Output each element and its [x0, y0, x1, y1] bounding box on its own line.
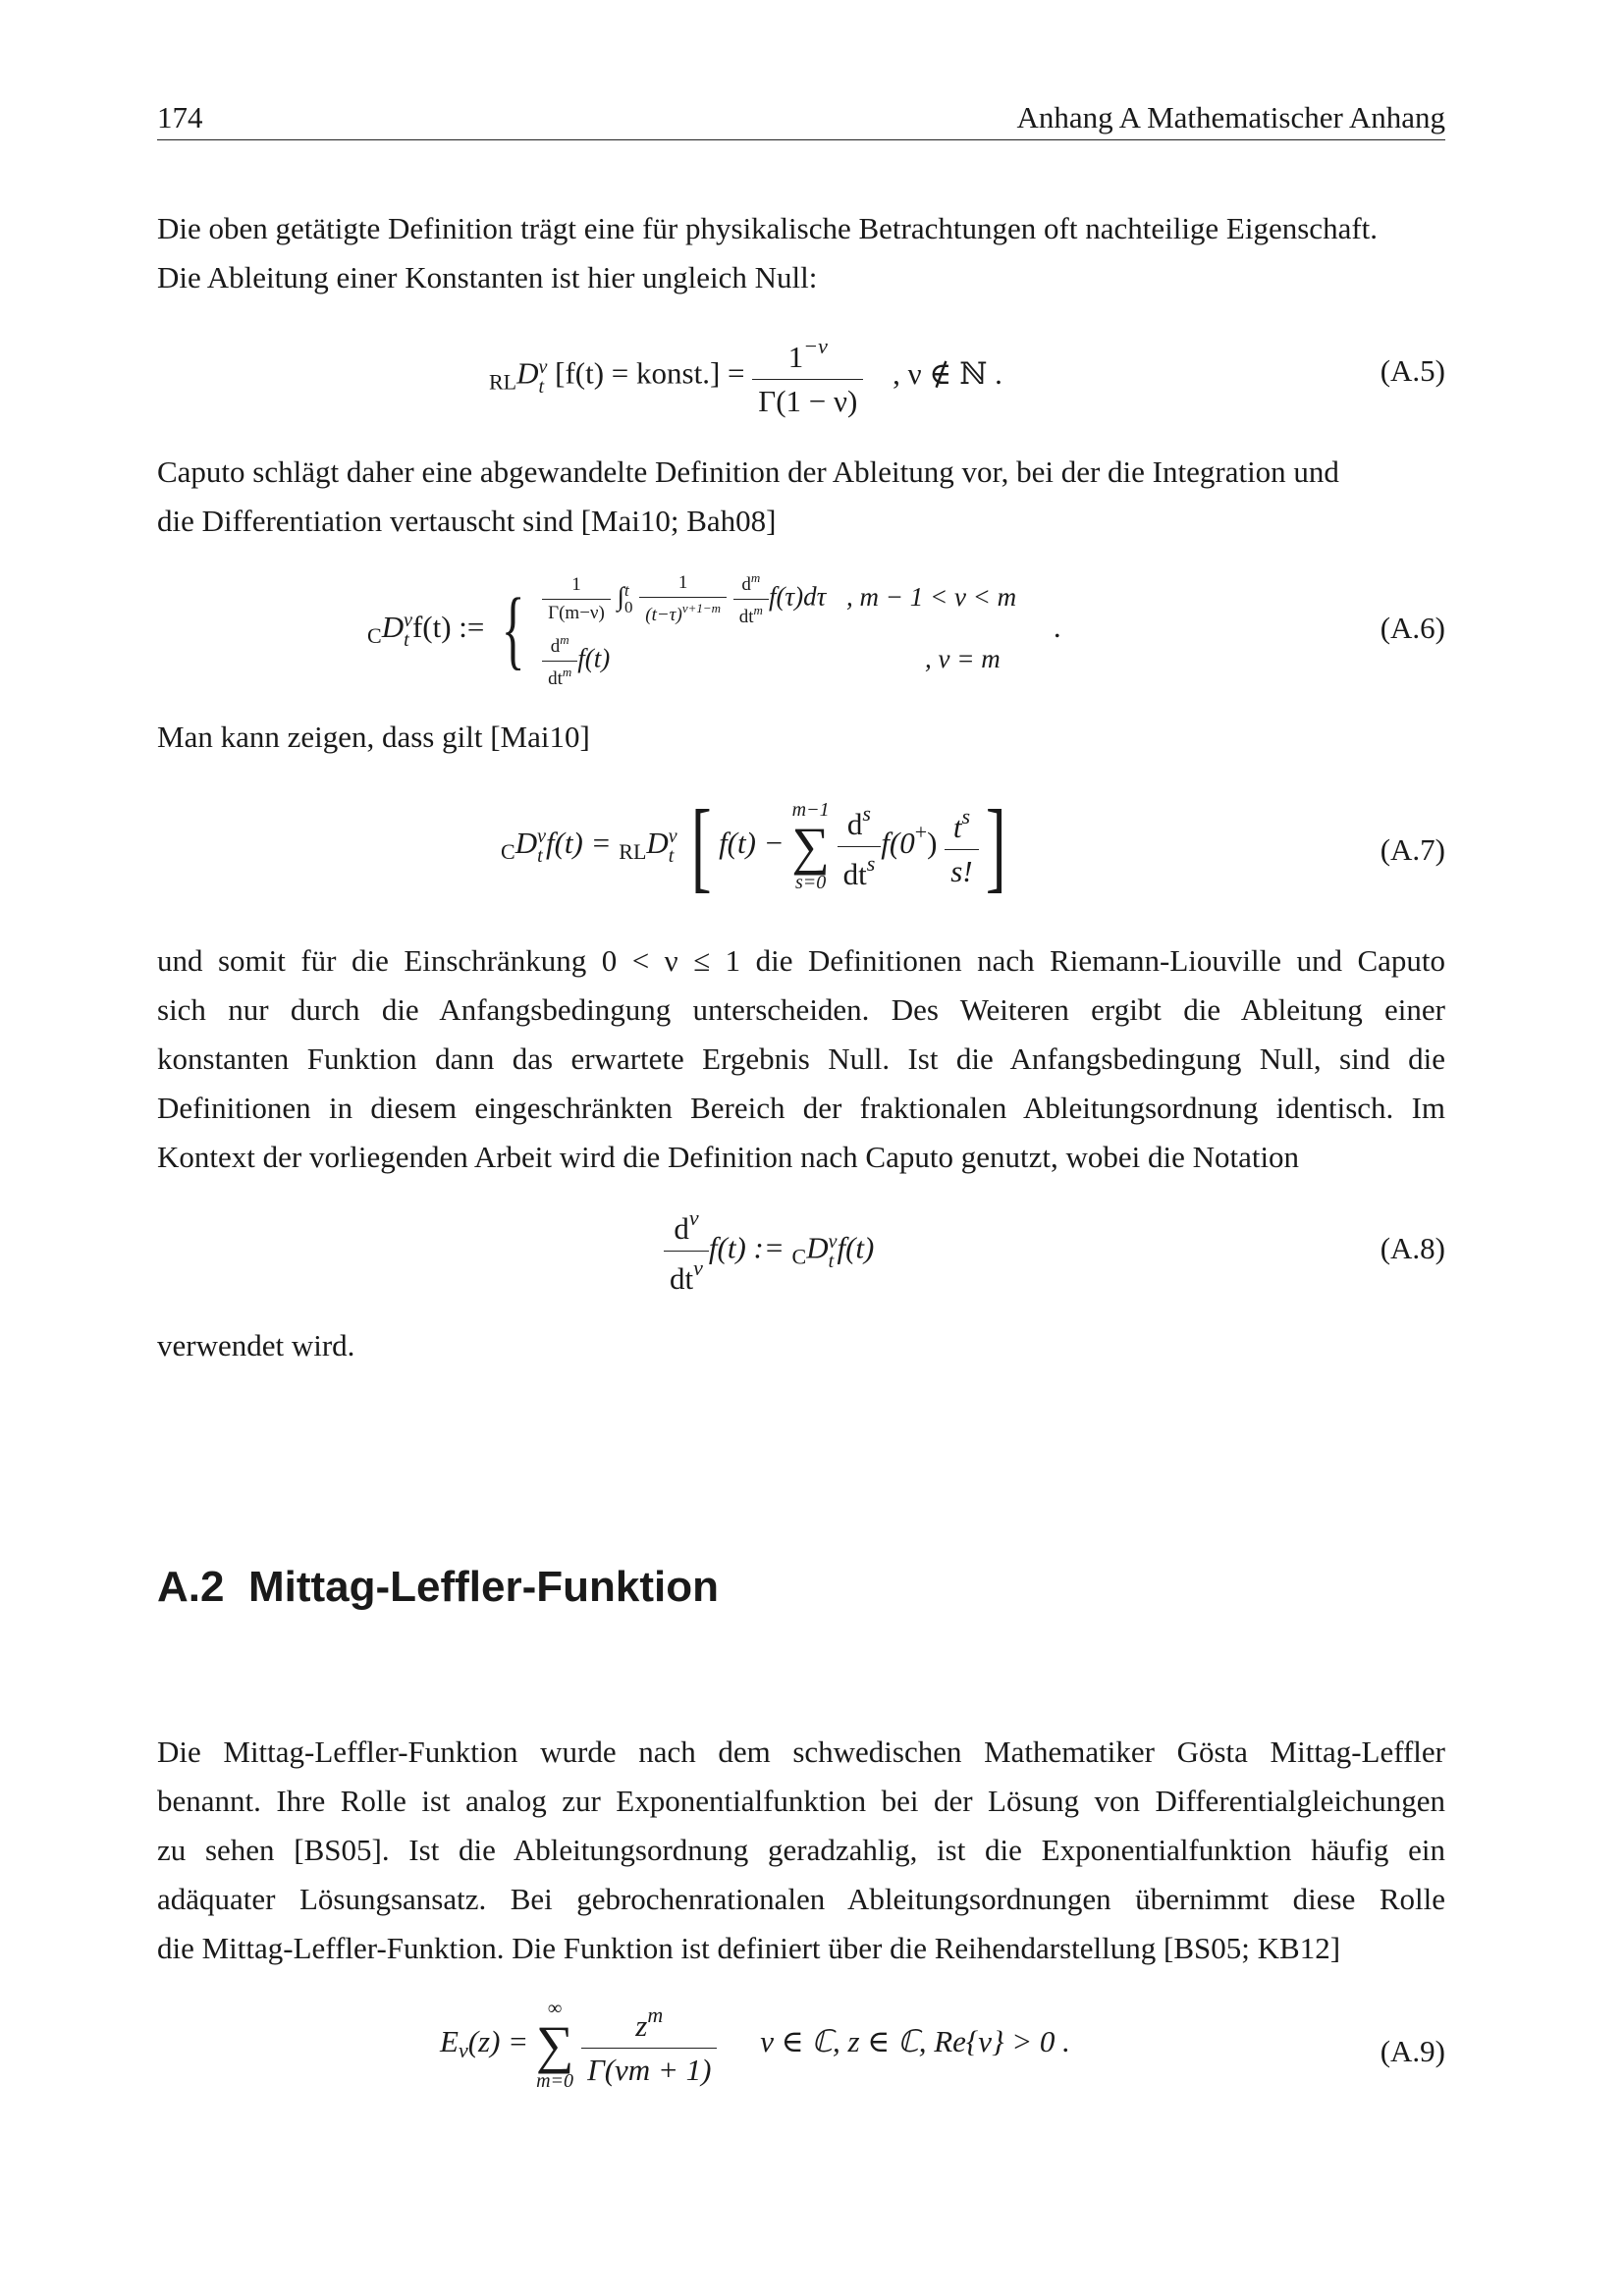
eq-text: m	[647, 2002, 664, 2027]
eq-text: ν	[538, 355, 548, 378]
section-title: Mittag-Leffler-Funktion	[247, 1563, 719, 1611]
summation: m−1 ∑ s=0	[791, 799, 830, 893]
eq-text: −ν	[803, 334, 828, 358]
eq-text: d	[550, 635, 561, 657]
eq-text: dt	[548, 667, 563, 689]
eq-text: m=0	[536, 2070, 574, 2092]
text-line: die Mittag-Leffler-Funktion. Die Funktion ist definiert über die Reihendarstellung [BS05; KB12]	[157, 1931, 1341, 1965]
eq-text: f(t) :=	[411, 609, 485, 644]
paragraph-4	[157, 936, 1445, 1182]
paragraph-3	[157, 713, 1445, 762]
eq-text: 0	[624, 598, 633, 617]
eq-text: ν ∈ ℂ, z ∈ ℂ, Re{ν} > 0 .	[760, 2024, 1070, 2059]
right-bracket: ]	[985, 789, 1006, 902]
paragraph-2	[157, 448, 1445, 546]
paragraph-1	[157, 204, 1445, 302]
eq-text: 1	[787, 340, 804, 374]
page-number: 174	[157, 100, 203, 134]
eq-text: d	[846, 806, 863, 841]
eq-text: t	[624, 581, 629, 601]
section-heading	[157, 1563, 719, 1612]
text-line: Caputo schlägt daher eine abgewandelte Definition der Ableitung vor, bei der die Integration und	[157, 454, 1339, 489]
eq-text: t	[537, 845, 543, 867]
fraction	[581, 2002, 717, 2088]
text-line: zu sehen [BS05]. Ist die Ableitungsordnung geradzahlig, ist die Exponentialfunktion häufig ein	[157, 1833, 1445, 1867]
eq-text: ∫	[617, 581, 624, 612]
text-line: benannt. Ihre Rolle ist analog zur Exponentialfunktion bei der Lösung von Differentialgleichungen	[157, 1784, 1445, 1818]
eq-text: D	[646, 826, 669, 861]
equation-label: (A.7)	[1380, 832, 1445, 867]
eq-text: D	[381, 609, 405, 644]
running-head: Anhang A Mathematischer Anhang	[1016, 100, 1445, 134]
fraction	[945, 804, 978, 889]
eq-text: Γ(1 − ν)	[758, 384, 858, 418]
eq-text: 1	[542, 575, 611, 600]
eq-text: d	[674, 1211, 689, 1246]
fraction	[752, 334, 863, 419]
eq-text: f(t) =	[545, 826, 612, 861]
fraction	[838, 801, 882, 892]
eq-text: f(τ)dτ	[768, 581, 827, 612]
fraction	[664, 1205, 709, 1297]
eq-text: ∞	[547, 1998, 563, 2019]
eq-text: ν	[404, 609, 412, 631]
eq-text: D	[514, 826, 538, 861]
section-number: A.2	[157, 1563, 225, 1611]
paragraph-6	[157, 1728, 1445, 1973]
eq-text: .	[1053, 609, 1061, 644]
eq-text: [f(t) = konst.] =	[555, 355, 745, 391]
text-line: Man kann zeigen, dass gilt [Mai10]	[157, 720, 590, 754]
eq-text: )	[927, 826, 938, 861]
equation-a6	[367, 571, 1061, 689]
eq-text: m	[753, 602, 763, 617]
eq-text: ν+1−m	[681, 600, 722, 615]
eq-text: RL	[619, 839, 647, 865]
eq-text: f(t) :=	[708, 1230, 785, 1265]
eq-text: t	[828, 1250, 835, 1272]
eq-text: s!	[950, 853, 973, 888]
eq-text: D	[516, 355, 539, 391]
text-line: verwendet wird.	[157, 1328, 355, 1362]
eq-text: C	[791, 1244, 807, 1269]
text-line: Definitionen in diesem eingeschränkten Bereich der fraktionalen Ableitungsordnung identisch. Im	[157, 1091, 1445, 1125]
eq-text: dt	[842, 856, 867, 891]
eq-text: dt	[738, 606, 754, 627]
equation-label: (A.5)	[1380, 353, 1445, 388]
eq-text: , m − 1 < ν < m	[846, 581, 1017, 612]
eq-text: Γ(m−ν)	[548, 602, 605, 623]
eq-text: ν	[693, 1255, 703, 1280]
text-line: Kontext der vorliegenden Arbeit wird die Definition nach Caputo genutzt, wobei die Notation	[157, 1140, 1300, 1174]
eq-text: s	[961, 803, 971, 828]
equation-label: (A.9)	[1380, 2034, 1445, 2068]
eq-text: ν	[537, 826, 546, 847]
eq-text: C	[367, 622, 382, 648]
eq-text: z	[635, 2007, 648, 2043]
eq-text: t	[952, 809, 962, 844]
text-line: Die Ableitung einer Konstanten ist hier ungleich Null:	[157, 260, 818, 294]
eq-text: ν	[688, 1205, 699, 1230]
eq-text: 1	[639, 573, 727, 598]
eq-text: Γ(νm + 1)	[587, 2052, 712, 2087]
text-line: adäquater Lösungsansatz. Bei gebrochenrationalen Ableitungsordnungen übernimmt diese Rolle	[157, 1882, 1445, 1916]
equation-a5	[489, 334, 1002, 419]
text-line: die Differentiation vertauscht sind [Mai10; Bah08]	[157, 504, 777, 538]
eq-text: dt	[670, 1261, 694, 1296]
eq-text: s=0	[794, 872, 827, 893]
text-line: Die oben getätigte Definition trägt eine für physikalische Betrachtungen oft nachteilige Eigenschaft.	[157, 211, 1379, 245]
eq-text: f(t)	[577, 643, 611, 673]
eq-text: RL	[489, 369, 517, 395]
equation-a9	[440, 1999, 1070, 2091]
equation-label: (A.8)	[1380, 1231, 1445, 1265]
text-line: sich nur durch die Anfangsbedingung unterscheiden. Des Weiteren ergibt die Ableitung einer	[157, 992, 1445, 1027]
eq-text: D	[806, 1230, 829, 1265]
eq-text: m	[562, 664, 572, 679]
text-line: und somit für die Einschränkung 0 < ν ≤ 1 die Definitionen nach Riemann-Liouville und Caputo	[157, 943, 1445, 978]
eq-text: ν	[668, 826, 677, 847]
eq-text: t	[668, 845, 675, 867]
eq-text: f(t) −	[719, 826, 785, 861]
eq-text: s	[866, 850, 876, 876]
equation-a8	[664, 1205, 874, 1297]
eq-text: C	[501, 839, 515, 865]
left-brace: {	[501, 580, 525, 678]
eq-text: ν	[828, 1230, 838, 1253]
eq-text: t	[404, 628, 409, 651]
eq-text: , ν = m	[925, 643, 1001, 673]
eq-text: m−1	[791, 799, 830, 821]
paragraph-5	[157, 1321, 1445, 1370]
left-bracket: [	[691, 789, 713, 902]
eq-text: m	[750, 570, 761, 585]
eq-text: (z) =	[467, 2024, 529, 2059]
eq-text: t	[538, 375, 545, 398]
eq-text: +	[914, 820, 928, 845]
eq-text: f(t)	[837, 1230, 875, 1265]
equation-label: (A.6)	[1380, 611, 1445, 645]
eq-text: (t−τ)	[645, 604, 682, 625]
eq-text: , ν ∉ ℕ .	[893, 355, 1002, 391]
eq-text: m	[560, 631, 569, 647]
eq-text: s	[862, 800, 871, 826]
eq-text: f(0	[881, 826, 915, 861]
summation: ∞ ∑ m=0	[535, 1998, 574, 2092]
eq-text: E	[440, 2024, 459, 2059]
equation-a7	[501, 789, 1012, 902]
eq-text: d	[741, 574, 751, 595]
text-line: konstanten Funktion dann das erwartete Ergebnis Null. Ist die Anfangsbedingung Null, sind die	[157, 1041, 1445, 1076]
eq-text: ν	[458, 2038, 468, 2063]
page-header	[157, 100, 1445, 140]
text-line: Die Mittag-Leffler-Funktion wurde nach dem schwedischen Mathematiker Gösta Mittag-Leffler	[157, 1735, 1445, 1769]
